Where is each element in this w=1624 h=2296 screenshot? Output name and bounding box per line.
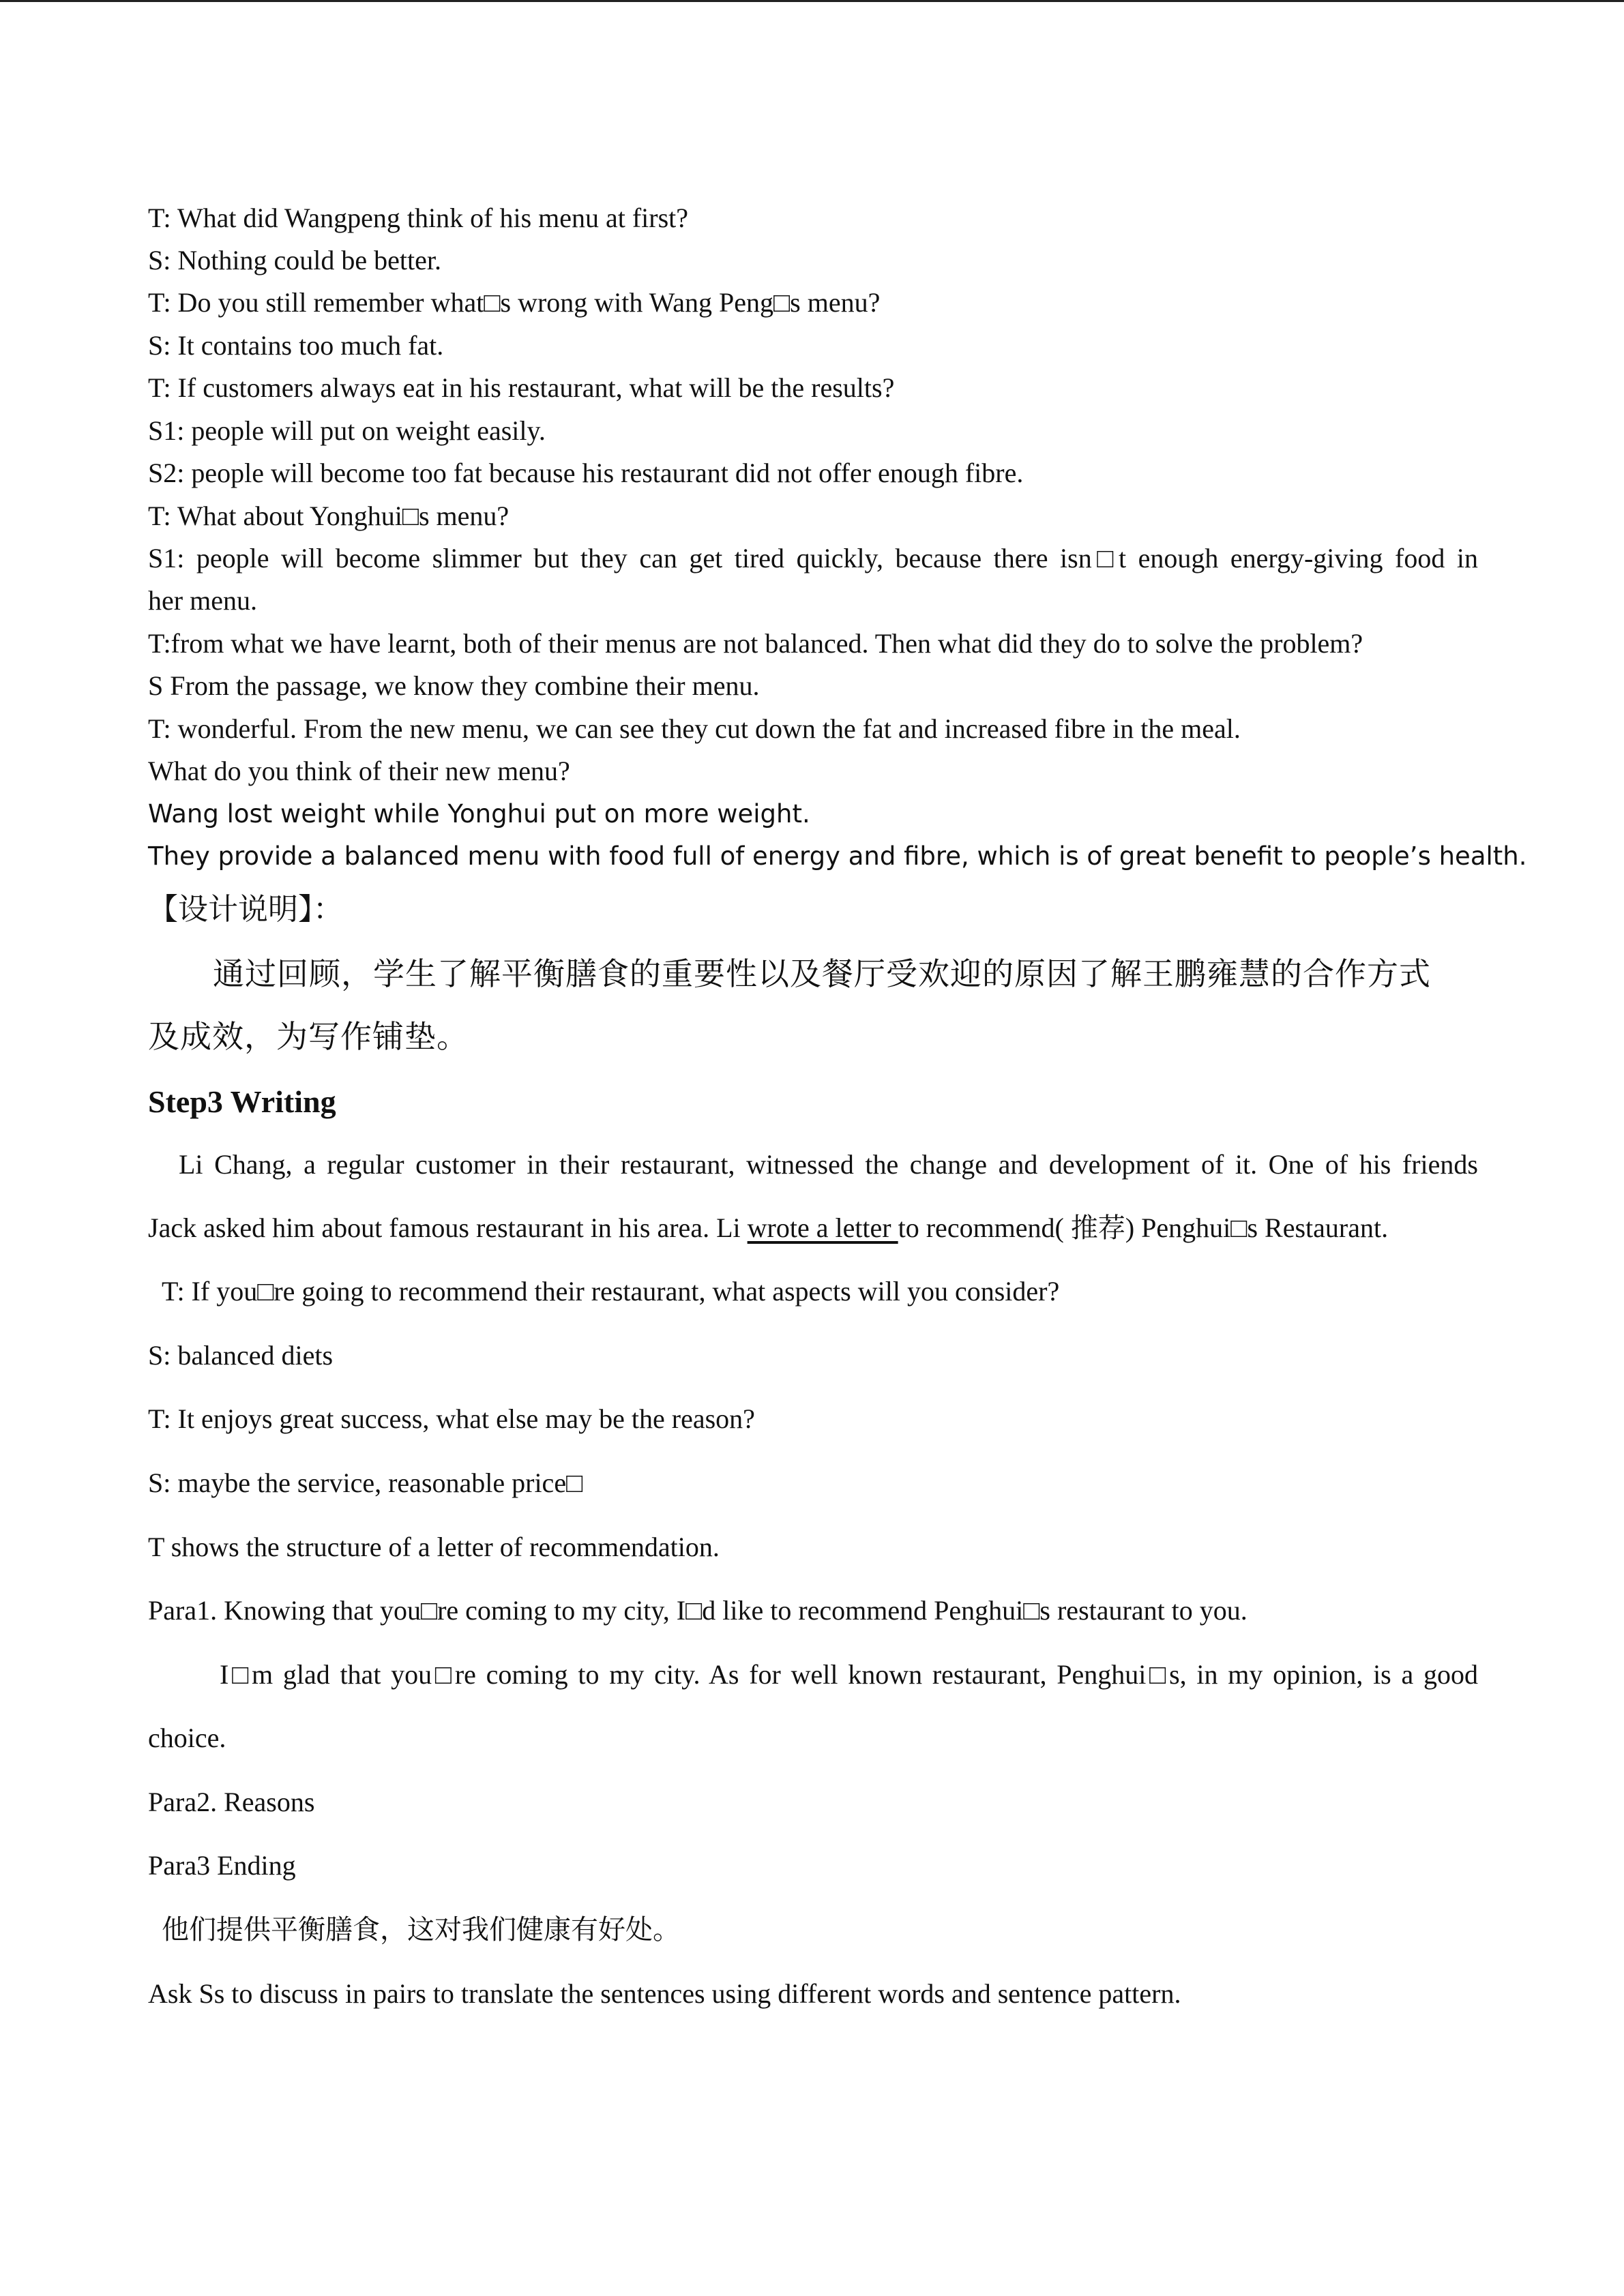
- dialogue-line: They provide a balanced menu with food full of energy and fibre, which is of great benefit to people’s health.: [148, 841, 1527, 871]
- dialogue-line: S2: people will become too fat because his restaurant did not offer enough fibre.: [148, 458, 1024, 488]
- para3-line: Para3 Ending: [148, 1850, 296, 1881]
- dialogue-line: T: Do you still remember what□s wrong with Wang Peng□s menu?: [148, 287, 881, 318]
- student-answer: S: balanced diets: [148, 1340, 334, 1371]
- para1-alternative: choice.: [148, 1723, 226, 1753]
- intro-paragraph: Li Chang, a regular customer in their restaurant, witnessed the change and development of it. One of his friends: [179, 1149, 1478, 1180]
- para1-line: Para1. Knowing that you□re coming to my city, I□d like to recommend Penghui□s restaurant to you.: [148, 1595, 1247, 1626]
- dialogue-line: T:from what we have learnt, both of their menus are not balanced. Then what did they do to solve the problem?: [148, 628, 1363, 659]
- dialogue-line: What do you think of their new menu?: [148, 756, 570, 786]
- design-note-body: 通过回顾，学生了解平衡膳食的重要性以及餐厅受欢迎的原因了解王鹏雍慧的合作方式: [213, 955, 1431, 992]
- intro-text: Jack asked him about famous restaurant in his area. Li: [148, 1212, 748, 1243]
- dialogue-line: Wang lost weight while Yonghui put on more weight.: [148, 799, 810, 829]
- section-heading: Step3 Writing: [148, 1084, 336, 1119]
- dialogue-line: her menu.: [148, 585, 257, 616]
- instruction-line: T shows the structure of a letter of recommendation.: [148, 1532, 720, 1562]
- para1-alternative: I□m glad that you□re coming to my city. As for well known restaurant, Penghui□s, in my opinion, is a good: [220, 1659, 1478, 1690]
- chinese-sentence: 他们提供平衡膳食，这对我们健康有好处。: [162, 1914, 680, 1945]
- task-line: Ask Ss to discuss in pairs to translate the sentences using different words and sentence pattern.: [148, 1978, 1181, 2009]
- dialogue-line: T: wonderful. From the new menu, we can see they cut down the fat and increased fibre in the meal.: [148, 713, 1241, 744]
- intro-text: to recommend( 推荐) Penghui□s Restaurant.: [898, 1212, 1389, 1243]
- design-note-title: 【设计说明】：: [148, 892, 343, 927]
- para2-line: Para2. Reasons: [148, 1787, 315, 1817]
- dialogue-line: T: What did Wangpeng think of his menu at first?: [148, 203, 689, 233]
- intro-paragraph: [148, 1212, 1388, 1244]
- student-answer: S: maybe the service, reasonable price□: [148, 1467, 583, 1498]
- dialogue-line: S: It contains too much fat.: [148, 330, 444, 361]
- teacher-question: T: It enjoys great success, what else may be the reason?: [148, 1403, 755, 1434]
- dialogue-line: T: If customers always eat in his restaurant, what will be the results?: [148, 372, 895, 403]
- teacher-question: T: If you□re going to recommend their restaurant, what aspects will you consider?: [162, 1276, 1060, 1307]
- dialogue-line: S1: people will become slimmer but they can get tired quickly, because there isn□t enough energy-giving food in: [148, 543, 1478, 573]
- dialogue-line: S: Nothing could be better.: [148, 245, 441, 275]
- page-top-border: [0, 0, 1624, 2]
- design-note-body: 及成效，为写作铺垫。: [148, 1018, 469, 1055]
- dialogue-line: S1: people will put on weight easily.: [148, 415, 546, 446]
- dialogue-line: S From the passage, we know they combine their menu.: [148, 670, 760, 701]
- underlined-phrase: wrote a letter: [747, 1212, 898, 1243]
- dialogue-line: T: What about Yonghui□s menu?: [148, 501, 510, 531]
